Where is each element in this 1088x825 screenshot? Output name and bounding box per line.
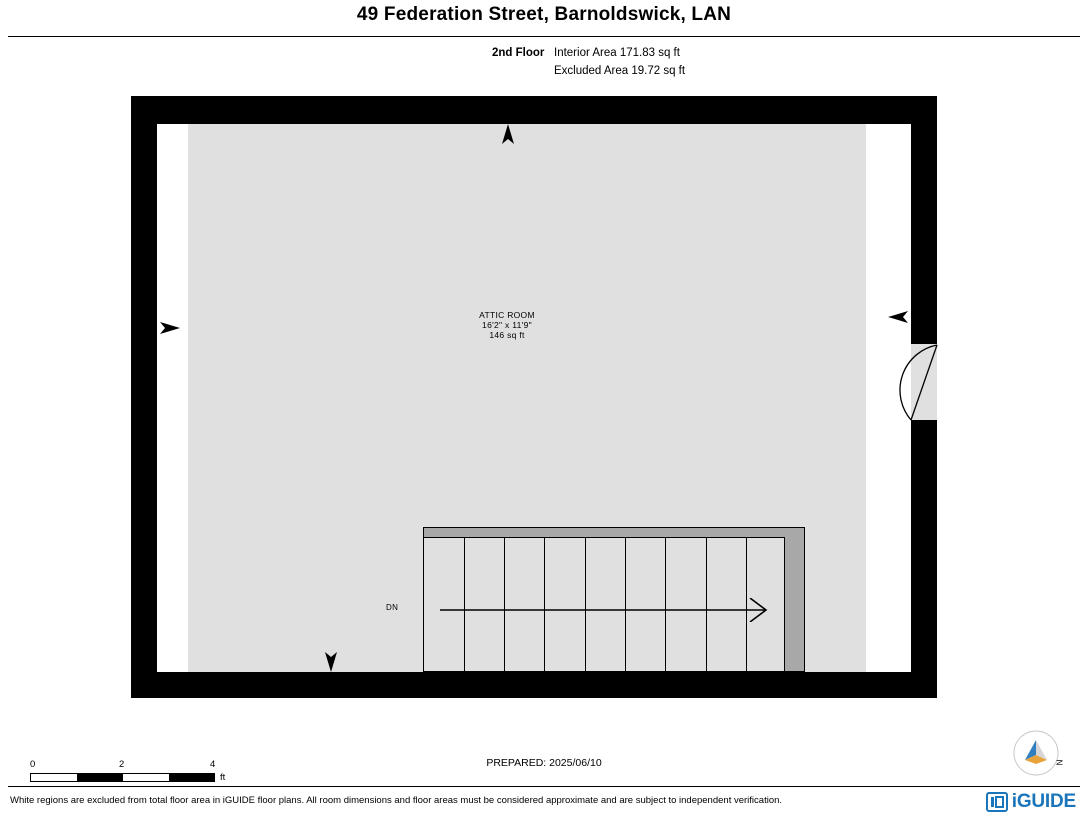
stairs-down-label: DN	[386, 603, 399, 612]
window-marker-top	[498, 124, 518, 146]
scale-bar-graphic	[30, 773, 215, 782]
brand-name: iGUIDE	[1011, 791, 1076, 812]
window-marker-left	[158, 318, 180, 338]
scale-segment	[169, 774, 215, 781]
interior-area-label: Interior Area 171.83 sq ft	[554, 47, 680, 59]
prepared-date: PREPARED: 2025/06/10	[486, 757, 602, 769]
room-dimensions: 16'2" x 11'9"	[482, 320, 532, 330]
window-marker-right	[888, 307, 910, 327]
room-name: ATTIC ROOM	[479, 310, 535, 320]
scale-tick-1: 2	[119, 759, 125, 770]
footer-divider	[8, 786, 1080, 787]
page-title: 49 Federation Street, Barnoldswick, LAN	[356, 4, 732, 25]
scale-segment	[77, 774, 123, 781]
scale-tick-2: 4	[210, 759, 216, 770]
compass-icon	[1013, 730, 1059, 776]
compass-north-label: N	[1054, 759, 1064, 766]
excluded-area-label: Excluded Area 19.72 sq ft	[554, 65, 686, 77]
wall-segment-right-lower	[911, 420, 937, 480]
brand-logo	[986, 791, 1076, 813]
scale-tick-0: 0	[30, 759, 36, 770]
stairs-direction-arrow	[440, 598, 770, 622]
room-area: 146 sq ft	[489, 330, 525, 340]
window-marker-bottom	[321, 650, 341, 672]
door-swing-arc	[880, 342, 940, 424]
room-label	[432, 310, 582, 340]
floor-label: 2nd Floor	[492, 47, 545, 59]
iguide-mark-icon	[986, 792, 1008, 812]
disclaimer-text: White regions are excluded from total floor area in iGUIDE floor plans. All room dimensions and floor areas must be considered approximate and are subject to independent verification.	[10, 795, 783, 806]
scale-unit: ft	[220, 772, 226, 783]
